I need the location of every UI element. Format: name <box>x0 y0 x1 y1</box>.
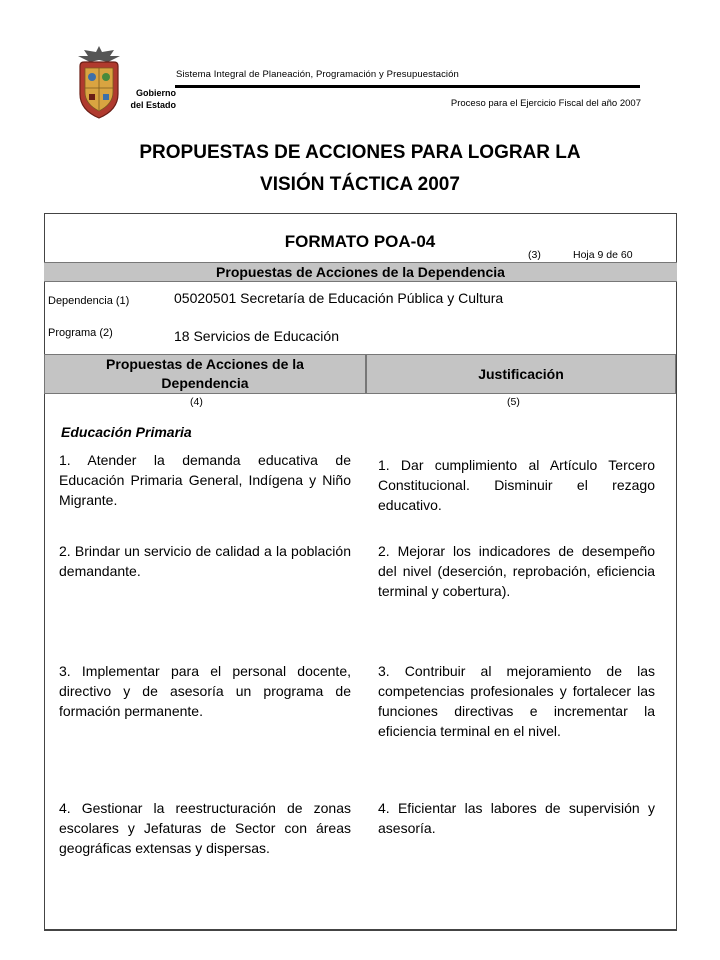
column-header-actions <box>44 354 366 394</box>
government-label <box>120 87 176 111</box>
column-marker-left: (4) <box>190 396 203 408</box>
government-label-line1: Gobierno <box>136 88 176 98</box>
action-item: 2. Brindar un servicio de calidad a la población demandante. <box>59 543 351 579</box>
format-title: FORMATO POA-04 <box>284 232 436 251</box>
column-header-actions-label: Propuestas de Acciones de la Dependencia <box>106 356 304 391</box>
programa-value: 18 Servicios de Educación <box>174 328 339 344</box>
form-frame-bottom <box>44 929 677 931</box>
justification-item: 3. Contribuir al mejoramiento de las competencias profesionales y fortalecer las funciones directivas e incrementar la eficiencia terminal en el nivel. <box>378 663 655 739</box>
action-item: 3. Implementar para el personal docente, directivo y de asesoría un programa de formación permanente. <box>59 663 351 719</box>
justification-item: 4. Eficientar las labores de supervisión y asesoría. <box>378 800 655 836</box>
action-item: 1. Atender la demanda educativa de Educación Primaria General, Indígena y Niño Migrante. <box>59 452 351 508</box>
page-title-line2: VISIÓN TÁCTICA 2007 <box>260 174 460 195</box>
programa-label: Programa (2) <box>48 327 113 339</box>
system-title: Sistema Integral de Planeación, Programación y Presupuestación <box>176 69 459 80</box>
page-marker: (3) <box>528 249 541 261</box>
form-frame-right <box>676 213 677 930</box>
form-frame-top <box>44 213 677 214</box>
column-header-justification <box>366 354 676 394</box>
action-item: 4. Gestionar la reestructuración de zonas escolares y Jefaturas de Sector con áreas geográficas extensas y dispersas. <box>59 800 351 856</box>
page-title <box>60 137 660 201</box>
page-title-line1: PROPUESTAS DE ACCIONES PARA LOGRAR LA <box>139 142 581 163</box>
justification-item: 2. Mejorar los indicadores de desempeño del nivel (deserción, reprobación, eficiencia terminal y cobertura). <box>378 543 655 599</box>
process-text: Proceso para el Ejercicio Fiscal del año 2007 <box>450 98 641 109</box>
dependencia-label: Dependencia (1) <box>48 295 130 307</box>
form-frame-left <box>44 213 45 930</box>
dependencia-value: 05020501 Secretaría de Educación Pública y Cultura <box>174 290 504 306</box>
section-title: Educación Primaria <box>61 424 192 440</box>
header-rule <box>175 85 640 88</box>
state-coat-of-arms-logo <box>74 44 124 120</box>
government-label-line2: del Estado <box>130 100 176 110</box>
column-marker-right: (5) <box>507 396 520 408</box>
column-header-justification-label: Justificación <box>478 365 564 382</box>
section-bar: Propuestas de Acciones de la Dependencia <box>44 262 677 282</box>
page-counter: Hoja 9 de 60 <box>573 249 633 261</box>
justification-item: 1. Dar cumplimiento al Artículo Tercero Constitucional. Disminuir el rezago educativo. <box>378 457 655 513</box>
